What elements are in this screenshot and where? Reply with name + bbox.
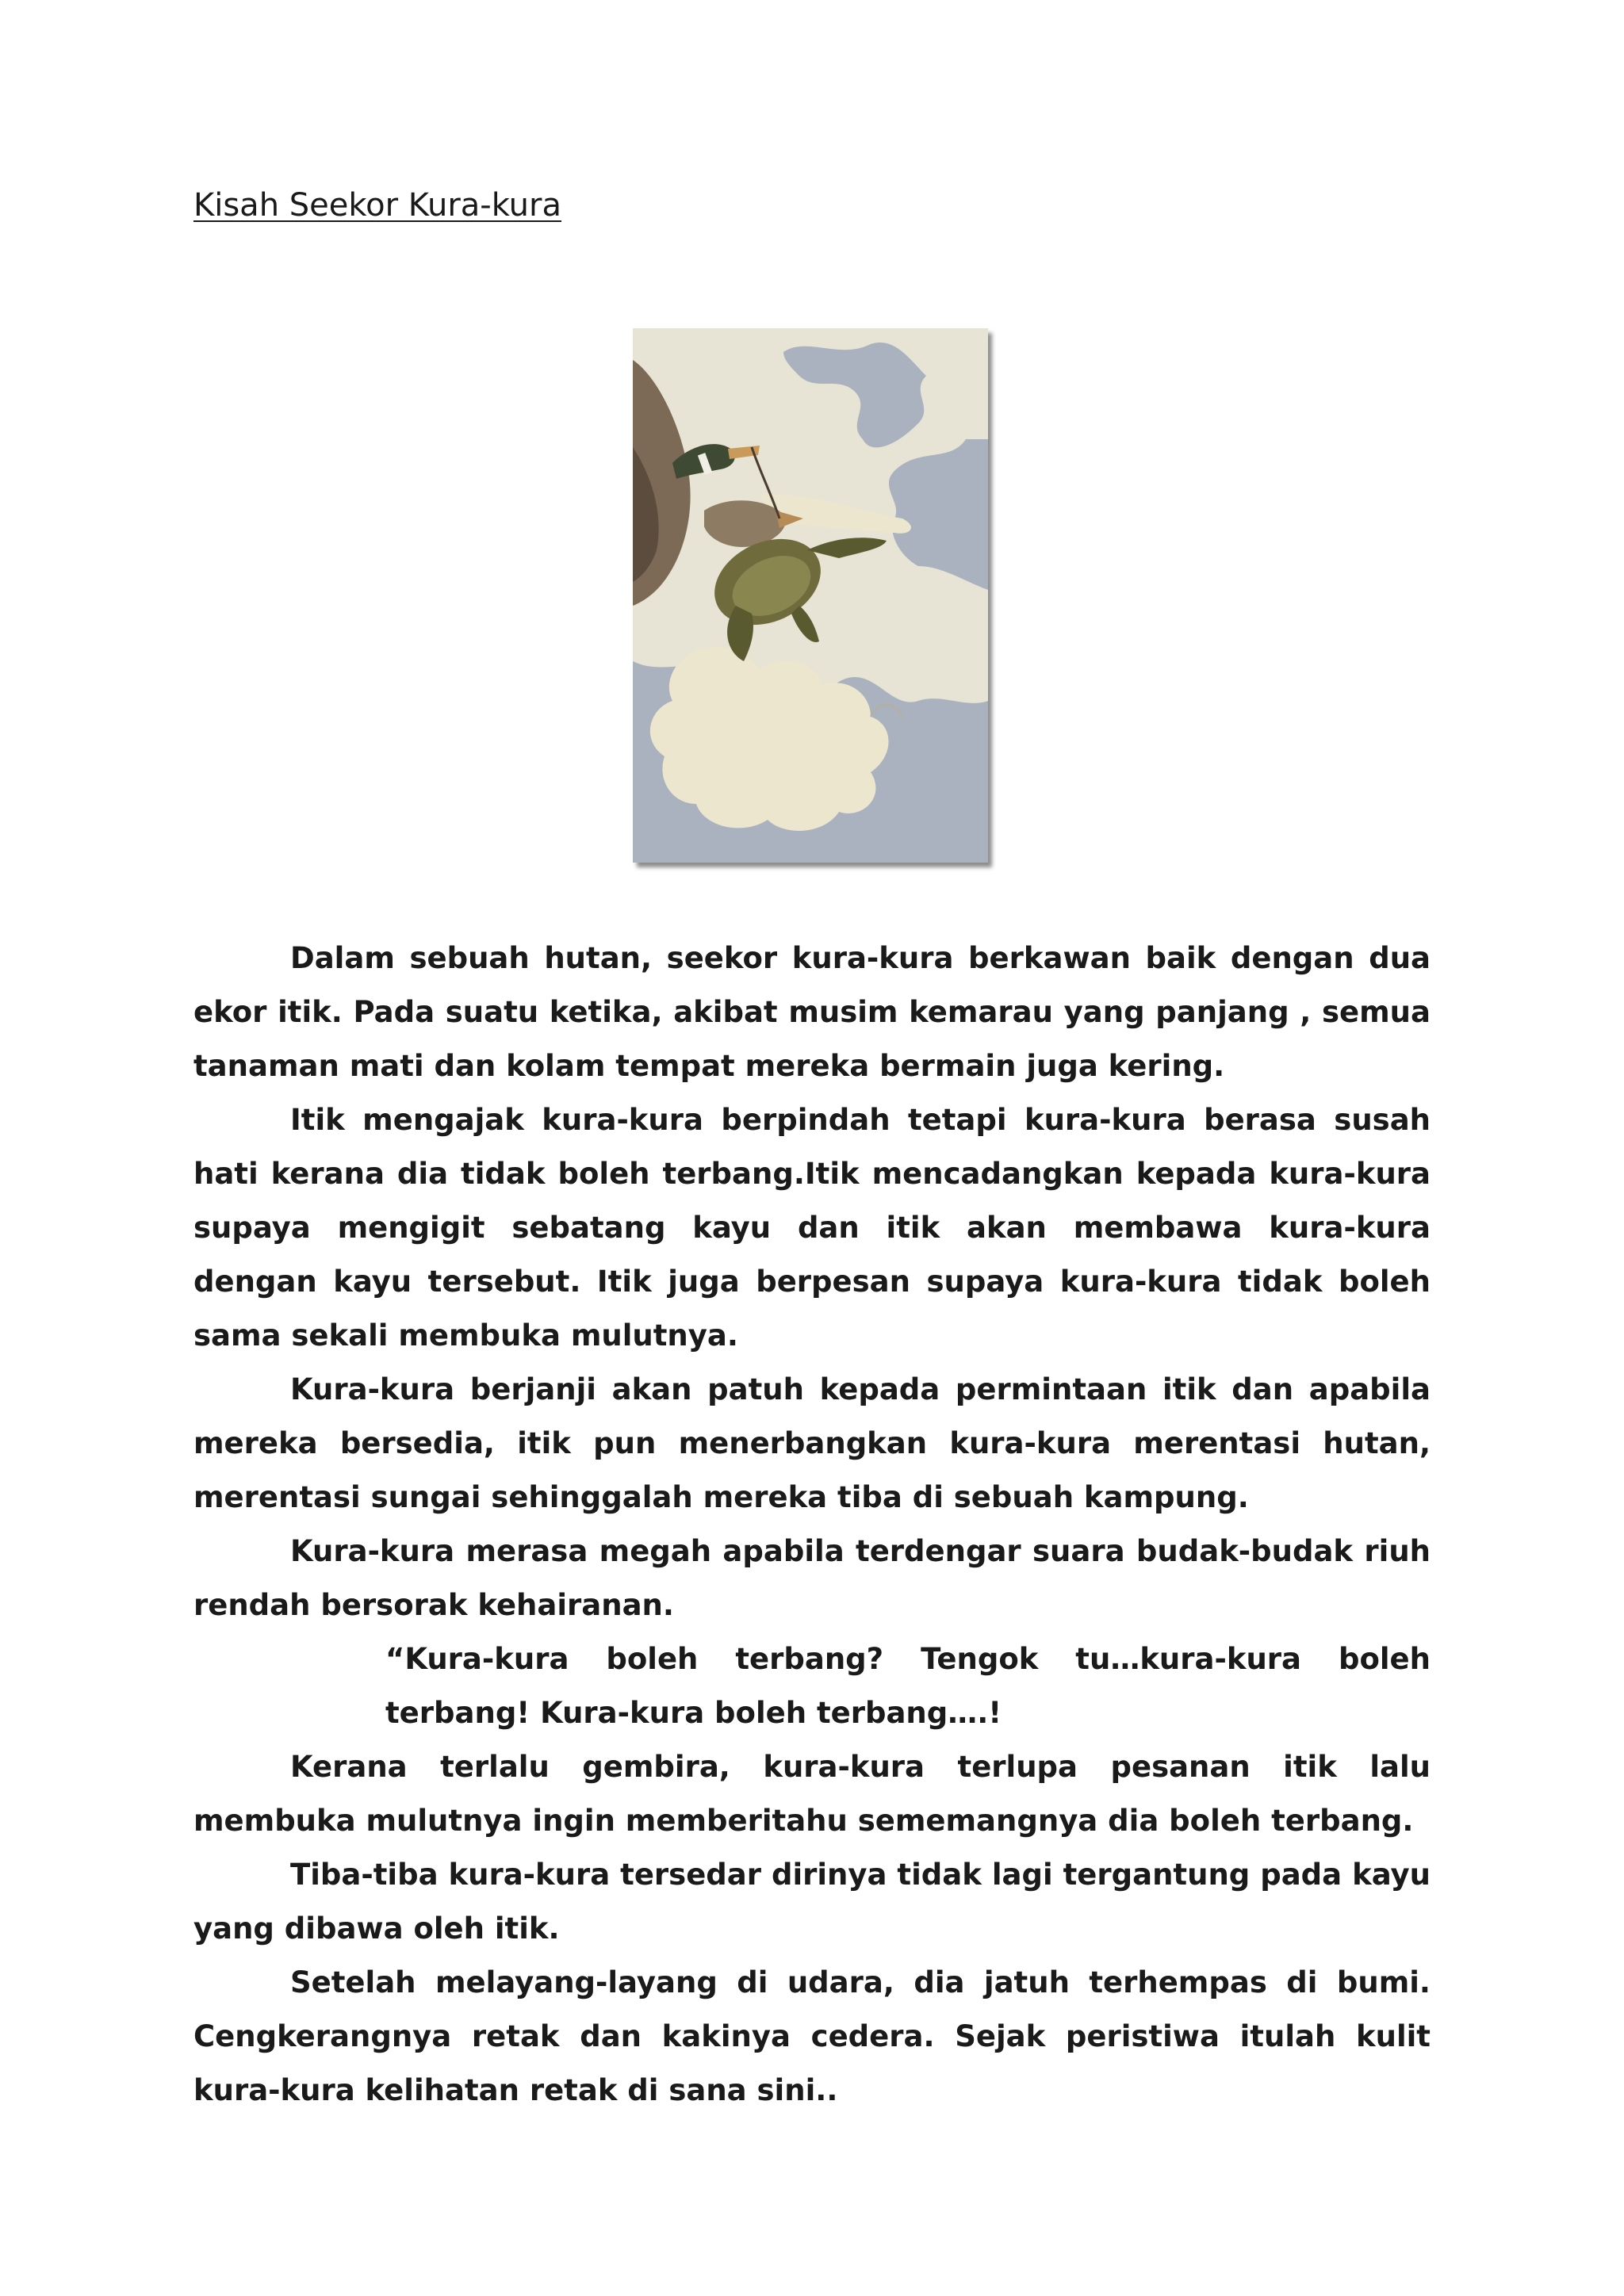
paragraph: Tiba-tiba kura-kura tersedar dirinya tidak lagi tergantung pada kayu yang dibawa oleh itik. [193,1858,1431,1946]
paragraph: Kura-kura berjanji akan patuh kepada permintaan itik dan apabila mereka bersedia, itik pun menerbangkan kura-kura merentasi hutan, merentasi sungai sehinggalah mereka tiba di sebuah kampung. [193,1372,1431,1514]
paragraph: Setelah melayang-layang di udara, dia jatuh terhempas di bumi. Cengkerangnya retak dan kakinya cedera. Sejak peristiwa itulah kulit kura-kura kelihatan retak di sana sini.. [193,1965,1431,2107]
quote-paragraph: “Kura-kura boleh terbang? Tengok tu…kura-kura boleh terbang! Kura-kura boleh terbang….! [385,1642,1431,1730]
ducks-carrying-turtle-illustration-icon [633,328,988,863]
paragraph: Dalam sebuah hutan, seekor kura-kura berkawan baik dengan dua ekor itik. Pada suatu ketika, akibat musim kemarau yang panjang , semua tanaman mati dan kolam tempat mereka bermain juga kering. [193,941,1431,1083]
page-title: Kisah Seekor Kura-kura [193,187,561,224]
paragraph: Itik mengajak kura-kura berpindah tetapi kura-kura berasa susah hati kerana dia tidak boleh terbang.Itik mencadangkan kepada kura-kura supaya mengigit sebatang kayu dan itik akan membawa kura-kura dengan kayu tersebut. Itik juga berpesan supaya kura-kura tidak boleh sama sekali membuka mulutnya. [193,1103,1431,1353]
paragraph: Kerana terlalu gembira, kura-kura terlupa pesanan itik lalu membuka mulutnya ingin memberitahu sememangnya dia boleh terbang. [193,1750,1431,1838]
paragraph: Kura-kura merasa megah apabila terdengar suara budak-budak riuh rendah bersorak kehairanan. [193,1534,1431,1622]
story-body [193,932,1431,2118]
